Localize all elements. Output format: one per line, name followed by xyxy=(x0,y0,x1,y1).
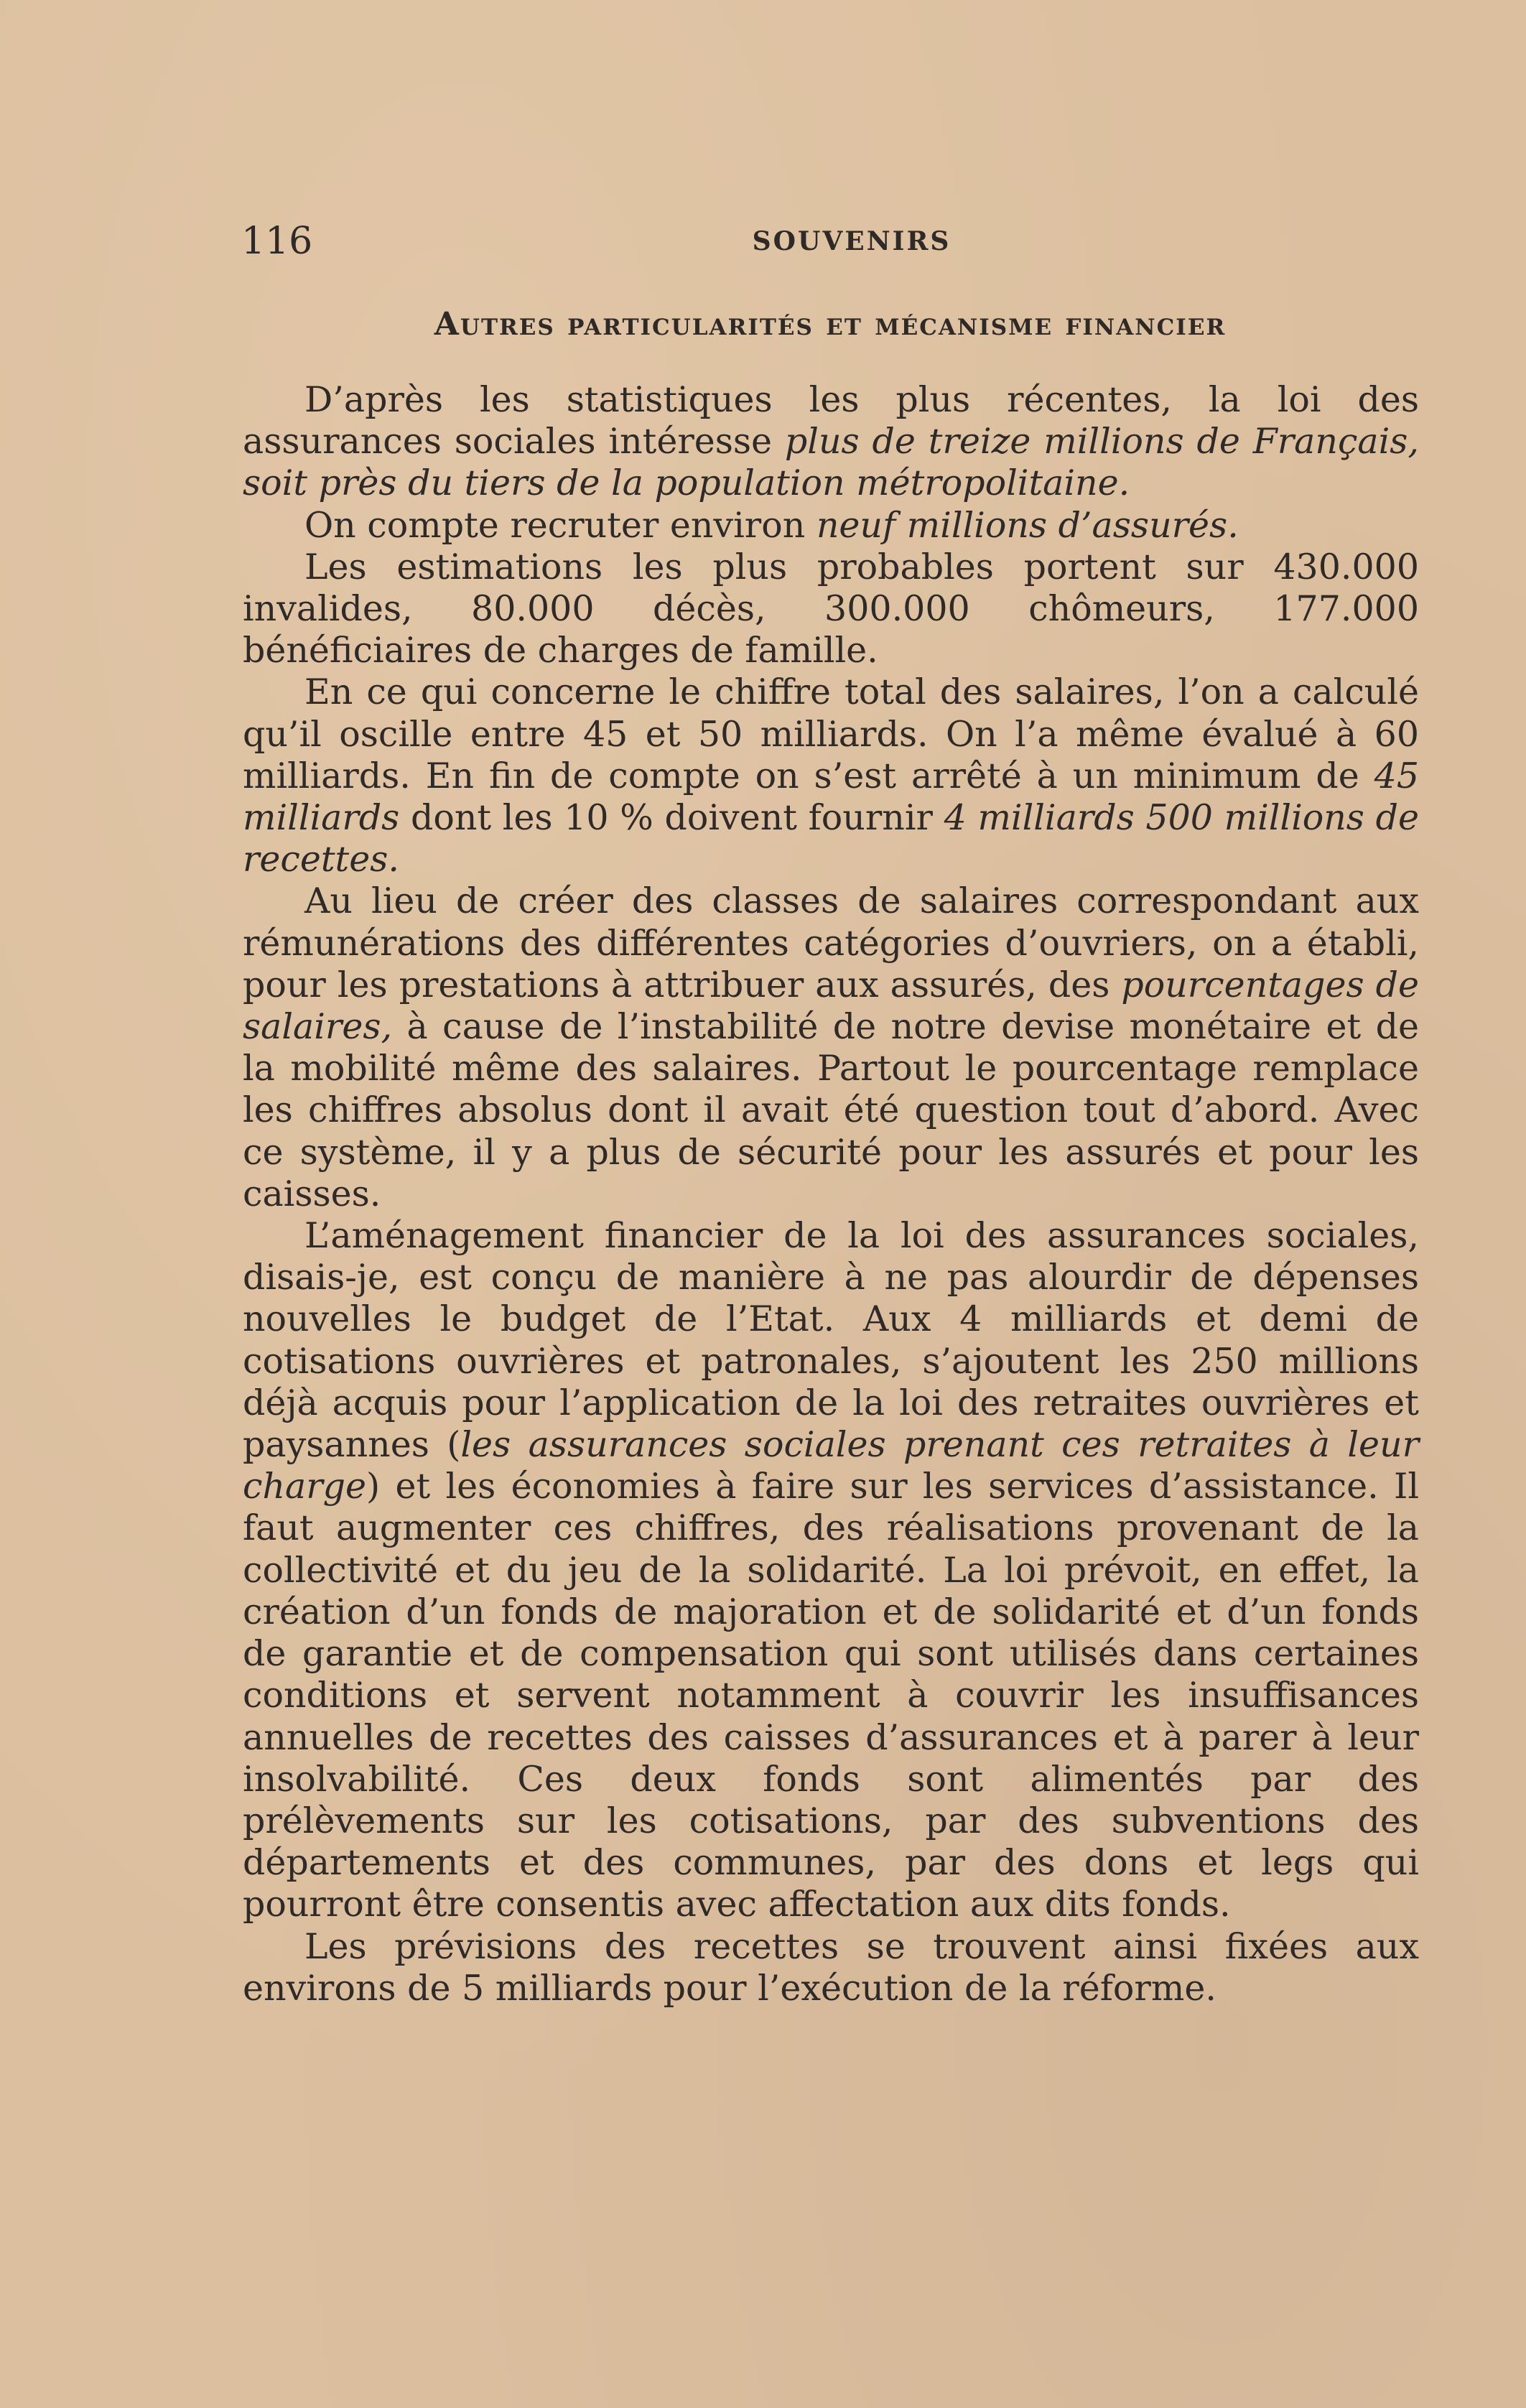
page-number: 116 xyxy=(241,220,313,263)
paragraph xyxy=(243,505,1419,547)
italic-run: neuf millions d’assurés. xyxy=(816,504,1239,546)
text-run: L’aménagement financier de la loi des assurances sociales, disais-je, est conçu de manière à ne pas alourdir de dépenses nouvelles le budget de l’Etat. Aux 4 milliards et demi de cotisations ouvrières et patronales, s’ajoutent les 250 millions déjà acquis pour l’application de la loi des retraites ouvrières et paysannes ( xyxy=(243,1215,1419,1466)
page-header xyxy=(241,220,1419,263)
text-run: Au lieu de créer des classes de salaires correspondant aux rémunérations des différentes catégories d’ouvriers, on a établi, pour les prestations à attribuer aux assurés, des xyxy=(243,880,1419,1005)
italic-run: 45 milliards xyxy=(243,755,1419,839)
paragraph xyxy=(243,1215,1419,1925)
text-run: On compte recruter environ xyxy=(304,504,816,546)
text-run: Les prévisions des recettes se trouvent ainsi fixées aux environs de 5 milliards pour l’exécution de la réforme. xyxy=(243,1925,1419,2009)
body-text xyxy=(243,379,1419,2009)
running-title: SOUVENIRS xyxy=(752,226,952,256)
text-run: Les estimations les plus probables portent sur 430.000 invalides, 80.000 décès, 300.000 chômeurs, 177.000 bénéficiaires de charges de famille. xyxy=(243,546,1419,671)
italic-run: les assurances sociales prenant ces retraites à leur charge xyxy=(243,1424,1420,1507)
text-run: ) et les économies à faire sur les services d’assistance. Il faut augmenter ces chiffres, des réalisations provenant de la collectivité et du jeu de la solidarité. La loi prévoit, en effet, la création d’un fonds de majoration et de solidarité et d’un fonds de garantie et de compensation qui sont utilisés dans certaines conditions et servent notamment à couvrir les insuffisances annuelles de recettes des caisses d’assurances et à parer à leur insolvabilité. Ces deux fonds sont alimentés par des prélèvements sur les cotisations, par des subventions des départements et des communes, par des dons et legs qui pourront être consentis avec affectation aux dits fonds. xyxy=(243,1466,1419,1925)
paragraph xyxy=(243,1926,1419,2009)
italic-run: pourcentages de salaires, xyxy=(243,964,1419,1048)
text-run: à cause de l’instabilité de notre devise monétaire et de la mobilité même des salaires. Partout le pourcentage remplace les chiffres absolus dont il avait été question tout d’abord. Avec ce système, il y a plus de sécurité pour les assurés et pour les caisses. xyxy=(243,1006,1419,1214)
section-heading: Autres particularités et mécanisme financier xyxy=(434,306,1227,343)
italic-run: plus de treize millions de Français, soit près du tiers de la population métropolitaine. xyxy=(243,421,1419,504)
paragraph xyxy=(243,880,1419,1215)
paragraph xyxy=(243,671,1419,880)
text-run: En ce qui concerne le chiffre total des salaires, l’on a calculé qu’il oscille entre 45 et 50 milliards. On l’a même évalué à 60 milliards. En fin de compte on s’est arrêté à un minimum de xyxy=(243,671,1419,796)
paragraph xyxy=(243,379,1419,505)
italic-run: 4 milliards 500 millions de recettes. xyxy=(243,797,1419,880)
paragraph xyxy=(243,547,1419,672)
text-run: dont les 10 % doivent fournir xyxy=(399,797,944,839)
text-run: D’après les statistiques les plus récentes, la loi des assurances sociales intéresse xyxy=(243,379,1419,462)
